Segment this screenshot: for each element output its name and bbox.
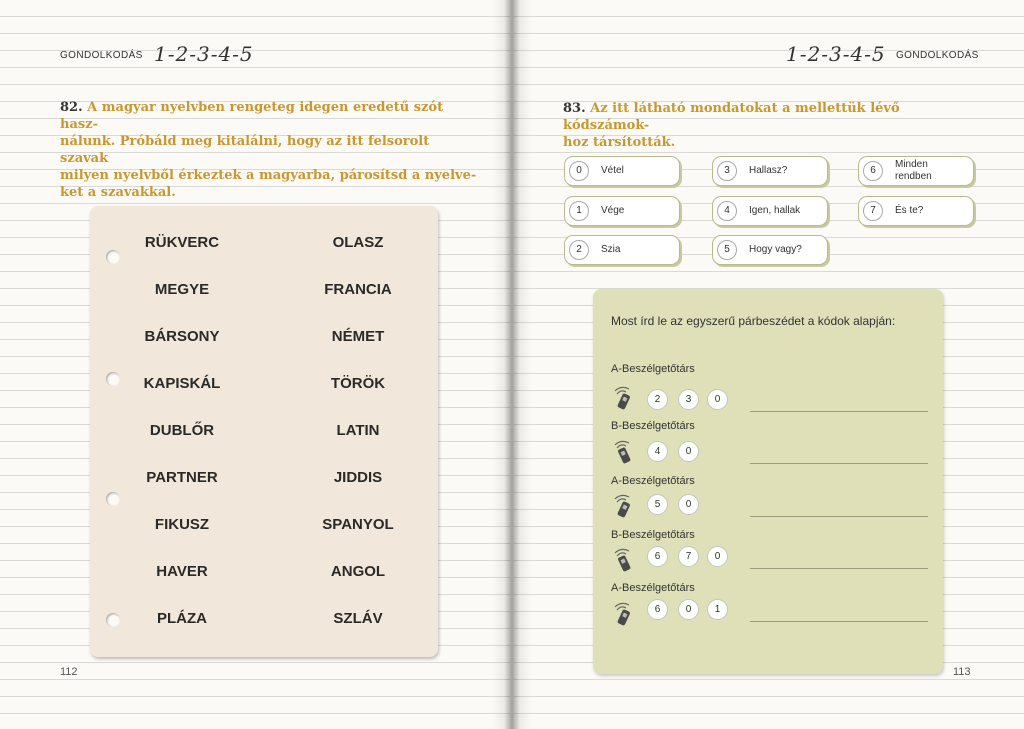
code-pill: [858, 196, 974, 226]
speaker-label: B-Beszélgetőtárs: [611, 529, 695, 541]
code-number: 4: [717, 201, 737, 221]
dialog-code: 0: [678, 599, 699, 620]
series-title-right: 1-2-3-4-5: [786, 42, 886, 66]
code-text: Szia: [601, 244, 621, 255]
book-spine-shadow: [492, 0, 532, 729]
page-number-left: 112: [60, 666, 78, 678]
running-head-right: GONDOLKODÁS: [896, 50, 979, 61]
hungarian-word[interactable]: HAVER: [156, 563, 208, 580]
hungarian-word[interactable]: DUBLŐR: [149, 422, 215, 439]
code-number: 3: [717, 161, 737, 181]
code-pill: [858, 156, 974, 186]
dialog-instruction: Most írd le az egyszerű párbeszédet a kódok alapján:: [611, 314, 896, 328]
dialog-code: 0: [678, 494, 699, 515]
walkie-talkie-icon: [611, 547, 637, 573]
language-name[interactable]: OLASZ: [332, 234, 384, 251]
code-text: Hallasz?: [749, 165, 788, 176]
speaker-label: A-Beszélgetőtárs: [611, 475, 695, 487]
exercise-line: nálunk. Próbáld meg kitalálni, hogy az itt felsorolt szavak: [60, 134, 430, 166]
binder-hole: [106, 372, 120, 386]
code-text: Vétel: [601, 165, 624, 176]
dialog-code: 0: [707, 389, 728, 410]
code-number: 7: [863, 201, 883, 221]
page-number-right: 113: [953, 666, 971, 678]
language-name[interactable]: NÉMET: [331, 328, 385, 345]
exercise-line: milyen nyelvből érkeztek a magyarba, párosítsd a nyelve-: [60, 168, 477, 183]
dialog-code: 4: [647, 441, 668, 462]
dialog-code: 0: [707, 546, 728, 567]
language-name[interactable]: FRANCIA: [324, 281, 392, 298]
hungarian-word[interactable]: KAPISKÁL: [143, 375, 221, 392]
speaker-label: A-Beszélgetőtárs: [611, 363, 695, 375]
dialog-code: 2: [647, 389, 668, 410]
answer-line[interactable]: [750, 411, 928, 412]
code-text: Vége: [601, 205, 625, 216]
code-number: 2: [569, 240, 589, 260]
exercise-number: 83.: [563, 101, 586, 116]
exercise-82-prompt: [60, 99, 480, 201]
left-page: [0, 0, 510, 729]
binder-hole: [106, 250, 120, 264]
code-text: És te?: [895, 205, 924, 216]
dialog-code: 7: [678, 546, 699, 567]
word-matching-card: [90, 206, 438, 657]
exercise-number: 82.: [60, 100, 83, 115]
language-name[interactable]: ANGOL: [330, 563, 386, 580]
binder-hole: [106, 492, 120, 506]
running-head-left: GONDOLKODÁS: [60, 50, 143, 61]
answer-line[interactable]: [750, 621, 928, 622]
walkie-talkie-icon: [611, 439, 637, 465]
language-name[interactable]: SZLÁV: [333, 610, 383, 627]
hungarian-word[interactable]: FIKUSZ: [154, 516, 210, 533]
language-name[interactable]: JIDDIS: [333, 469, 383, 486]
code-pill: [712, 196, 828, 226]
exercise-line: 82. A magyar nyelvben rengeteg idegen eredetű szót hasz-: [60, 100, 444, 132]
code-number: 0: [569, 161, 589, 181]
dialog-exercise-box: [593, 289, 943, 674]
walkie-talkie-icon: [611, 601, 637, 627]
code-pill: [564, 196, 680, 226]
language-name[interactable]: LATIN: [336, 422, 380, 439]
code-pill: [712, 235, 828, 265]
code-pill: [564, 156, 680, 186]
code-number: 6: [863, 161, 883, 181]
code-text: Hogy vagy?: [749, 244, 802, 255]
answer-line[interactable]: [750, 463, 928, 464]
answer-line[interactable]: [750, 568, 928, 569]
series-title-left: 1-2-3-4-5: [154, 42, 254, 66]
exercise-83-prompt: [563, 100, 983, 151]
walkie-talkie-icon: [611, 493, 637, 519]
code-text: Igen, hallak: [749, 205, 801, 216]
dialog-code: 0: [678, 441, 699, 462]
dialog-code: 6: [647, 599, 668, 620]
dialog-code: 1: [707, 599, 728, 620]
hungarian-word[interactable]: MEGYE: [154, 281, 210, 298]
code-pill: [564, 235, 680, 265]
answer-line[interactable]: [750, 516, 928, 517]
dialog-code: 3: [678, 389, 699, 410]
code-number: 5: [717, 240, 737, 260]
code-text: Minden rendben: [895, 159, 932, 182]
hungarian-word[interactable]: PLÁZA: [157, 610, 207, 627]
dialog-code: 6: [647, 546, 668, 567]
language-name[interactable]: SPANYOL: [322, 516, 394, 533]
hungarian-word[interactable]: BÁRSONY: [144, 328, 220, 345]
exercise-line: hoz társították.: [563, 135, 676, 150]
hungarian-word[interactable]: PARTNER: [146, 469, 218, 486]
exercise-line: 83. Az itt látható mondatokat a mellettük lévő kódszámok-: [563, 101, 900, 133]
hungarian-word[interactable]: RÜKVERC: [144, 234, 220, 251]
code-pill: [712, 156, 828, 186]
binder-hole: [106, 613, 120, 627]
speaker-label: A-Beszélgetőtárs: [611, 582, 695, 594]
walkie-talkie-icon: [611, 385, 637, 411]
language-name[interactable]: TÖRÖK: [330, 375, 386, 392]
exercise-line: ket a szavakkal.: [60, 185, 176, 200]
speaker-label: B-Beszélgetőtárs: [611, 420, 695, 432]
code-number: 1: [569, 201, 589, 221]
dialog-code: 5: [647, 494, 668, 515]
